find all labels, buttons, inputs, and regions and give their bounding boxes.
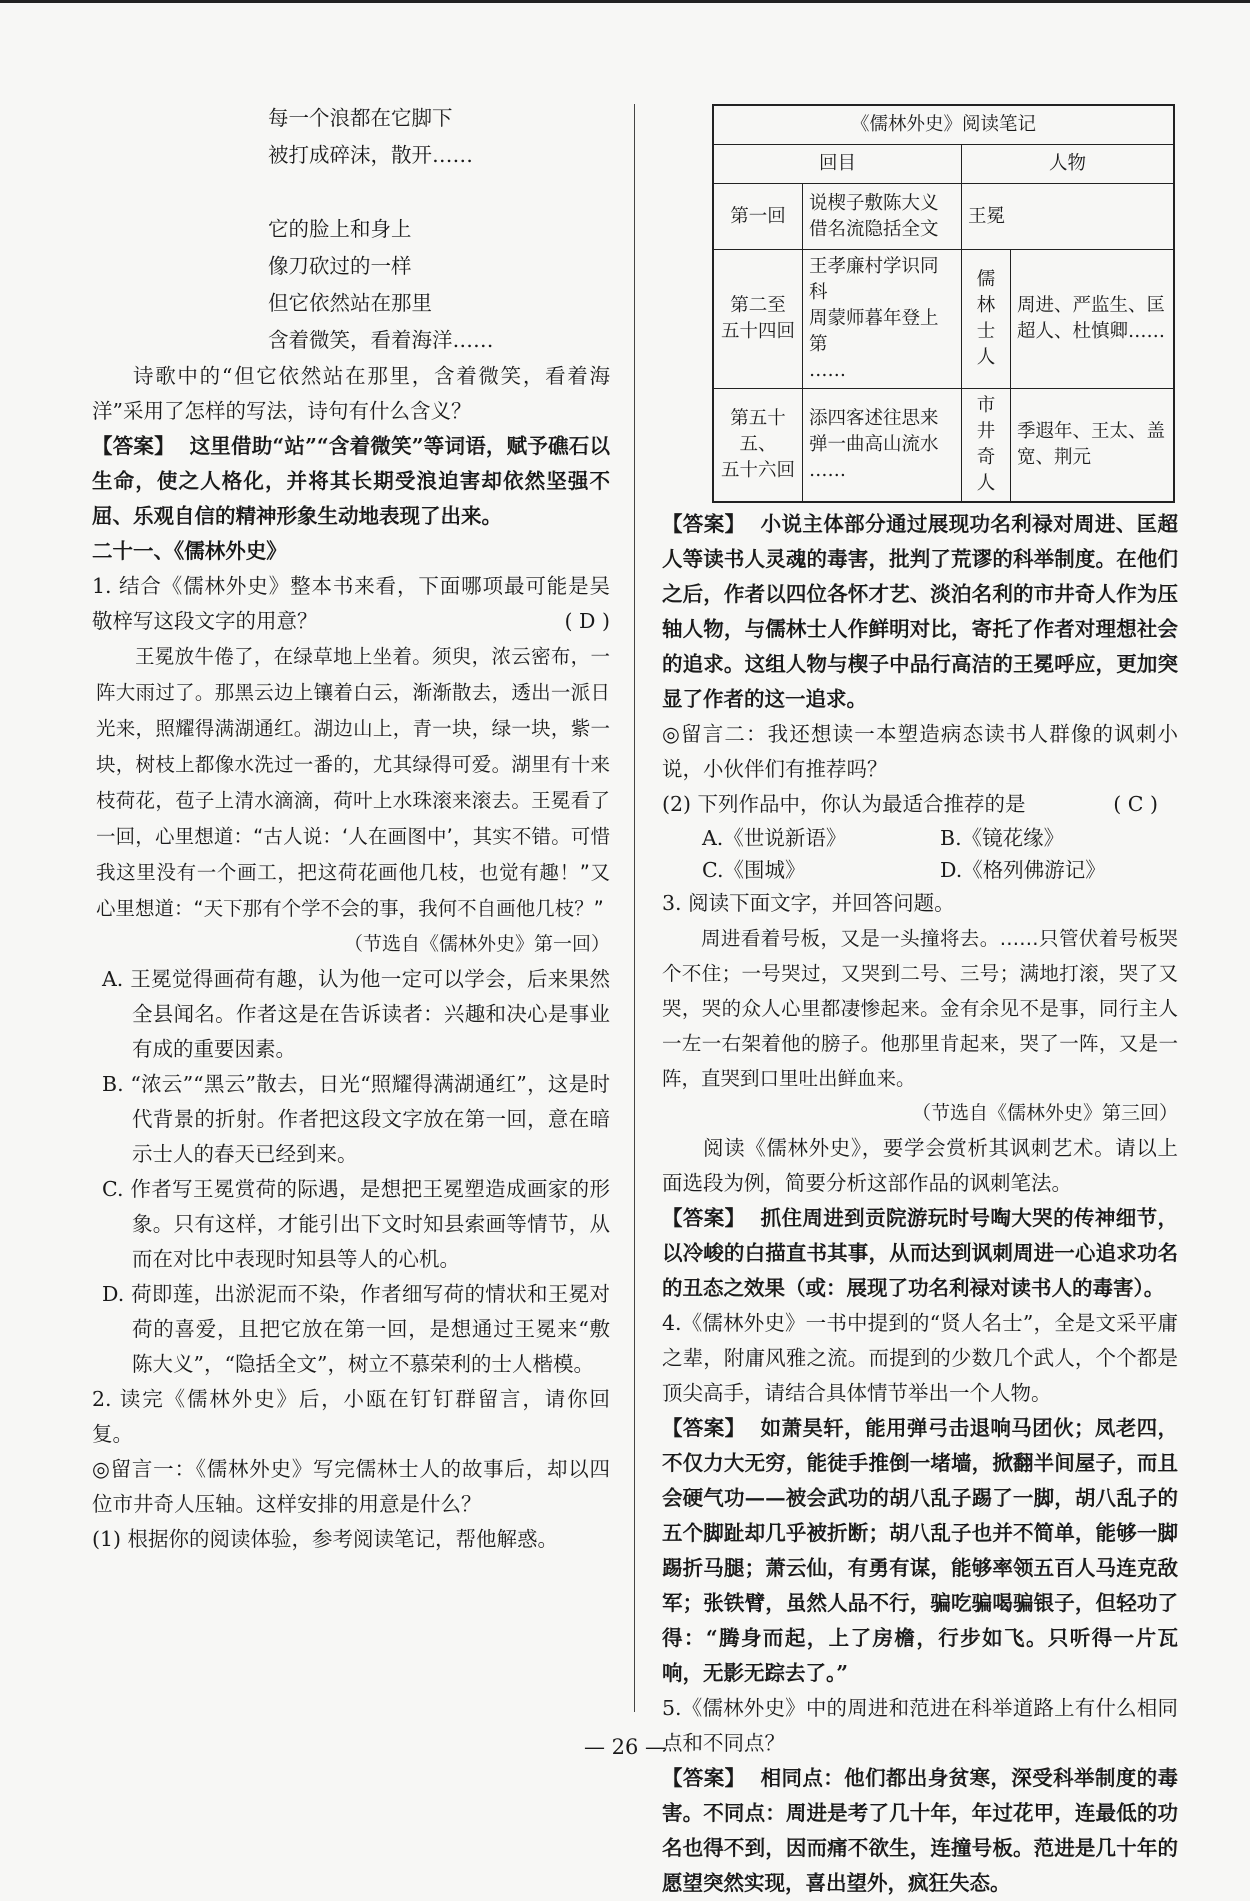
table-cell: 王冕 [962, 184, 1175, 250]
table-cell: 添四客述往思来 弹一曲高山流水 …… [803, 389, 962, 503]
q1-option-b: B. “浓云”“黑云”散去，日光“照耀得满湖通红”，这是时代背景的折射。作者把这段文字放在第一回，意在暗示士人的春天已经到来。 [102, 1072, 610, 1166]
answer-tag: 【答案】 [662, 512, 746, 536]
column-divider [634, 104, 635, 1712]
q1-stem: 1. 结合《儒林外史》整本书来看，下面哪项最可能是吴敬梓写这段文字的用意？ ( D ) [92, 569, 610, 639]
q4-answer: 【答案】 如萧昊轩，能用弹弓击退响马团伙；凤老四，不仅力大无穷，能徒手推倒一堵墙，掀翻半间屋子，而且会硬气功——被会武功的胡八乱子踢了一脚，胡八乱子的五个脚趾却几乎被折断；胡八乱子也并不简单，能够一脚踢折马腿；萧云仙，有勇有谋，能够率领五百人马连克敌军；张铁臂，虽然人品不行，骗吃骗喝骗银子，但轻功了得：“腾身而起，上了房檐，行步如飞。只听得一片瓦响，无影无踪去了。” [662, 1416, 1179, 1685]
section-title: 二十一、《儒林外史》 [92, 539, 287, 563]
table-title: 《儒林外史》阅读笔记 [713, 105, 1174, 145]
q2-option-b: B.《镜花缘》 [940, 826, 1065, 850]
q1-option-a: A. 王冕觉得画荷有趣，认为他一定可以学会，后来果然全县闻名。作者这是在告诉读者：兴趣和决心是事业有成的重要因素。 [102, 967, 610, 1061]
q5-answer: 【答案】 相同点：他们都出身贫寒，深受科举制度的毒害。不同点：周进是考了几十年，年过花甲，连最低的功名也得不到，因而痛不欲生，连撞号板。范进是几十年的愿望突然实现，喜出望外，疯狂失态。 [662, 1766, 1179, 1895]
table-cell: 儒林 士人 [962, 250, 1011, 389]
right-column [662, 104, 1178, 1901]
q2-option-d: D.《格列佛游记》 [940, 858, 1106, 882]
q1-option-d: D. 荷即莲，出淤泥而不染，作者细写荷的情状和王冕对荷的喜爱，且把它放在第一回，是想通过王冕来“敷陈大义”，“隐括全文”，树立不慕荣利的士人楷模。 [102, 1282, 610, 1376]
q2-message-2: ◎留言二：我还想读一本塑造病态读书人群像的讽刺小说，小伙伴们有推荐吗？ [662, 722, 1178, 781]
poem-answer: 【答案】 这里借助“站”“含着微笑”等词语，赋予礁石以生命，使之人格化，并将其长期受浪迫害却依然坚强不屈、乐观自信的精神形象生动地表现了出来。 [92, 434, 610, 528]
poem-line: 被打成碎沫，散开…… [268, 143, 473, 167]
q2-choice: ( C ) [1113, 792, 1158, 816]
q5-stem: 5.《儒林外史》中的周进和范进在科举道路上有什么相同点和不同点？ [662, 1696, 1178, 1755]
table-cell: 王孝廉村学识同科 周蒙师暮年登上第 …… [803, 250, 962, 389]
poem-line: 但它依然站在那里 [268, 291, 432, 315]
table-cell: 季遐年、王太、盖宽、荆元 [1011, 389, 1175, 503]
q1-source: （节选自《儒林外史》第一回） [343, 933, 610, 955]
q2-option-a: A.《世说新语》 [702, 826, 847, 850]
q2-sub-1: (1) 根据你的阅读体验，参考阅读笔记，帮他解惑。 [92, 1527, 559, 1551]
answer-tag: 【答案】 [662, 1206, 746, 1230]
q2-answer-1: 【答案】 小说主体部分通过展现功名利禄对周进、匡超人等读书人灵魂的毒害，批判了荒谬的科举制度。在他们之后，作者以四位各怀才艺、淡泊名利的市井奇人作为压轴人物，与儒林士人作鲜明对比，寄托了作者对理想社会的追求。这组人物与楔子中品行高洁的王冕呼应，更加突显了作者的这一追求。 [662, 512, 1179, 711]
answer-tag: 【答案】 [662, 1416, 746, 1440]
poem-line: 每一个浪都在它脚下 [268, 106, 453, 130]
q1-passage: 王冕放牛倦了，在绿草地上坐着。须臾，浓云密布，一阵大雨过了。那黑云边上镶着白云，渐渐散去，透出一派日光来，照耀得满湖通红。湖边山上，青一块，绿一块，紫一块，树枝上都像水洗过一番的，尤其绿得可爱。湖里有十来枝荷花，苞子上清水滴滴，荷叶上水珠滚来滚去。王冕看了一回，心里想道：“古人说：‘人在画图中’，其实不错。可惜我这里没有一个画工，把这荷花画他几枝，也觉有趣！”又心里想道：“天下那有个学不会的事，我何不自画他几枝？” [96, 645, 610, 920]
q2-option-c: C.《围城》 [702, 858, 806, 882]
answer-tag: 【答案】 [92, 434, 175, 458]
q3-passage: 周进看着号板，又是一头撞将去。……只管伏着号板哭个不住；一号哭过，又哭到二号、三号；满地打滚，哭了又哭，哭的众人心里都凄惨起来。金有余见不是事，同行主人一左一右架着他的膀子。他那里肯起来，哭了一阵，又是一阵，直哭到口里吐出鲜血来。 [662, 927, 1178, 1090]
poem-line: 它的脸上和身上 [268, 217, 412, 241]
table-cell: 第五十五、 五十六回 [713, 389, 803, 503]
top-rule [0, 0, 1250, 3]
table-cell: 第一回 [713, 184, 803, 250]
table-cell: 说楔子敷陈大义 借名流隐括全文 [803, 184, 962, 250]
q2-options [662, 822, 1178, 886]
poem-line: 像刀砍过的一样 [268, 254, 412, 278]
q2-sub-2: (2) 下列作品中，你认为最适合推荐的是 ( C ) [662, 787, 1178, 822]
reading-notes-table [712, 104, 1175, 503]
poem-line: 含着微笑，看着海洋…… [268, 328, 494, 352]
q1-option-c: C. 作者写王冕赏荷的际遇，是想把王冕塑造成画家的形象。只有这样，才能引出下文时知县索画等情节，从而在对比中表现时知县等人的心机。 [102, 1177, 610, 1271]
poem-question: 诗歌中的“但它依然站在那里，含着微笑，看着海洋”采用了怎样的写法，诗句有什么含义？ [92, 364, 610, 423]
left-column [92, 100, 610, 1557]
q3-source: （节选自《儒林外史》第三回） [911, 1102, 1178, 1124]
table-header-hui: 回目 [713, 145, 962, 184]
table-cell: 市井 奇人 [962, 389, 1011, 503]
q3-answer: 【答案】 抓住周进到贡院游玩时号啕大哭的传神细节，以冷峻的白描直书其事，从而达到讽刺周进一心追求功名的丑态之效果（或：展现了功名利禄对读书人的毒害）。 [662, 1206, 1179, 1300]
answer-tag: 【答案】 [662, 1766, 746, 1790]
table-cell: 周进、严监生、匡超人、杜慎卿…… [1011, 250, 1175, 389]
q4-stem: 4.《儒林外史》一书中提到的“贤人名士”，全是文采平庸之辈，附庸风雅之流。而提到的少数几个武人，个个都是顶尖高手，请结合具体情节举出一个人物。 [662, 1311, 1178, 1405]
q3-stem: 3. 阅读下面文字，并回答问题。 [662, 891, 955, 915]
q3-question: 阅读《儒林外史》，要学会赏析其讽刺艺术。请以上面选段为例，简要分析这部作品的讽刺笔法。 [662, 1136, 1178, 1195]
q1-choice: ( D ) [564, 609, 610, 633]
table-header-ren: 人物 [962, 145, 1175, 184]
table-cell: 第二至 五十四回 [713, 250, 803, 389]
q2-stem: 2. 读完《儒林外史》后，小瓯在钉钉群留言，请你回复。 [92, 1387, 610, 1446]
q2-message-1: ◎留言一：《儒林外史》写完儒林士人的故事后，却以四位市井奇人压轴。这样安排的用意是什么？ [92, 1457, 610, 1516]
page-number: — 26 — [583, 1735, 667, 1759]
